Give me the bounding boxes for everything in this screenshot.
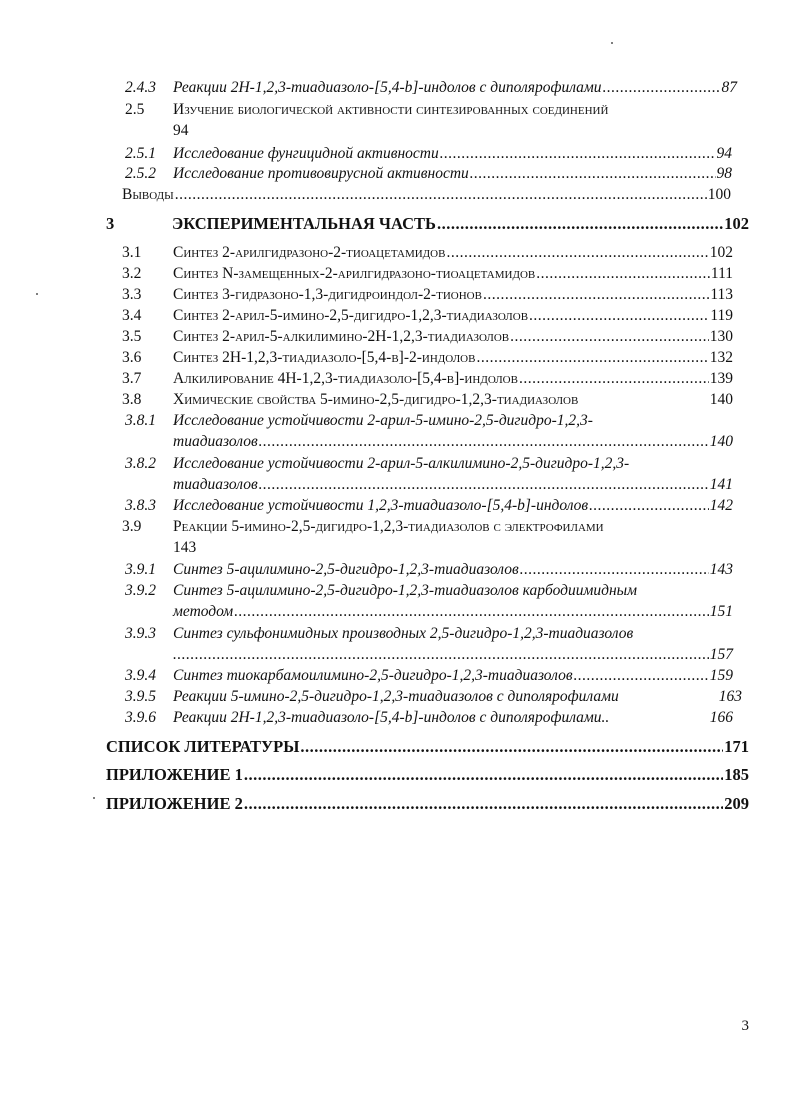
leader — [173, 645, 709, 665]
toc-title: Реакции 5-имино-2,5-дигидро-1,2,3-тиадиазолов с электрофилами — [173, 518, 604, 535]
toc-page: 94 — [716, 145, 732, 162]
leader — [519, 369, 709, 389]
toc-number: 3.6 — [122, 349, 142, 366]
leader — [446, 243, 708, 263]
toc-number: 3.5 — [122, 328, 142, 345]
toc-number: 3.9.1 — [125, 561, 156, 578]
toc-page: 140 — [709, 391, 733, 408]
leader — [244, 765, 723, 785]
toc-page: 132 — [709, 349, 733, 366]
toc-title: Синтез 2-арил-5-имино-2,5-дигидро-1,2,3-тиадиазолов — [173, 307, 529, 324]
toc-page: 102 — [709, 244, 733, 261]
toc-number: 3.9.2 — [125, 582, 156, 599]
toc-title: тиадиазолов — [173, 476, 258, 493]
toc-title: методом — [173, 603, 234, 620]
toc-page: 151 — [709, 603, 733, 620]
toc-page: 185 — [724, 765, 749, 784]
leader — [175, 185, 707, 205]
leader — [234, 602, 709, 622]
toc-title: Синтез 5-ацилимино-2,5-дигидро-1,2,3-тиадиазолов — [173, 561, 519, 578]
leader — [536, 264, 710, 284]
toc-page: 100 — [707, 186, 731, 203]
toc-title: Исследование фунгицидной активности — [173, 145, 439, 162]
toc-page: 98 — [716, 165, 732, 182]
toc-number: 3.9.3 — [125, 625, 156, 642]
page-number: 3 — [741, 1018, 749, 1034]
toc-number: 3.7 — [122, 370, 142, 387]
toc-title: Синтез 2Н-1,2,3-тиадиазоло-[5,4-в]-2-индолов — [173, 349, 476, 366]
toc-title: Исследование устойчивости 2-арил-5-имино-2,5-дигидро-1,2,3- — [173, 412, 593, 429]
toc-number: 2.5.2 — [125, 165, 156, 182]
leader — [510, 327, 709, 347]
toc-title: Синтез сульфонимидных производных 2,5-дигидро-1,2,3-тиадиазолов — [173, 625, 634, 642]
leader — [520, 560, 709, 580]
toc-title: Синтез 5-ацилимино-2,5-дигидро-1,2,3-тиадиазолов карбодиимидным — [173, 582, 638, 599]
leader — [440, 144, 716, 164]
toc-title: ПРИЛОЖЕНИЕ 1 — [106, 765, 243, 784]
toc-title: Исследование устойчивости 2-арил-5-алкилимино-2,5-дигидро-1,2,3- — [173, 455, 630, 472]
toc-title: ПРИЛОЖЕНИЕ 2 — [106, 794, 243, 813]
toc-title: Синтез 3-гидразоно-1,3-дигидроиндол-2-тионов — [173, 286, 482, 303]
toc-page: 141 — [709, 476, 733, 493]
toc-page: 111 — [710, 265, 733, 282]
toc-page: 113 — [710, 286, 733, 303]
toc-number: 3 — [106, 214, 115, 233]
leader — [603, 78, 721, 98]
toc-page: 171 — [724, 737, 749, 756]
toc-number: 3.9.5 — [125, 688, 156, 705]
toc-title: ЭКСПЕРИМЕНТАЛЬНАЯ ЧАСТЬ — [172, 214, 436, 233]
toc-title: Синтез 2-арилгидразоно-2-тиоацетамидов — [173, 244, 446, 261]
toc-number: 3.8 — [122, 391, 142, 408]
toc-title: СПИСОК ЛИТЕРАТУРЫ — [106, 737, 300, 756]
leader — [300, 737, 723, 757]
leader — [259, 432, 709, 452]
toc-number: 3.9 — [122, 518, 142, 535]
toc-title: Синтез 2-арил-5-алкилимино-2Н-1,2,3-тиадиазолов — [173, 328, 510, 345]
toc-number: 3.2 — [122, 265, 142, 282]
toc-number: 3.8.2 — [125, 455, 156, 472]
leader — [589, 496, 709, 516]
toc-title: Реакции 2Н-1,2,3-тиадиазоло-[5,4-b]-индолов с диполярофилами — [173, 79, 602, 96]
toc-page: 87 — [721, 79, 737, 96]
toc-page: 130 — [709, 328, 733, 345]
toc-number: 2.5.1 — [125, 145, 156, 162]
toc-title: Исследование противовирусной активности — [173, 165, 469, 182]
toc-page-wrapped: 94 — [173, 122, 189, 139]
leader — [529, 306, 709, 326]
leader — [470, 164, 716, 184]
toc-number: 3.8.1 — [125, 412, 156, 429]
toc-number: 3.4 — [122, 307, 142, 324]
leader — [437, 214, 723, 234]
toc-page: 163 — [718, 688, 742, 705]
toc-number: 3.8.3 — [125, 497, 156, 514]
toc-page: 209 — [724, 794, 749, 813]
toc-number: 3.9.4 — [125, 667, 156, 684]
toc-title: Реакции 5-имино-2,5-дигидро-1,2,3-тиадиазолов с диполярофилами — [173, 688, 619, 705]
toc-page: 157 — [709, 646, 733, 663]
leader — [574, 666, 709, 686]
toc-title: Синтез тиокарбамоилимино-2,5-дигидро-1,2,3-тиадиазолов — [173, 667, 573, 684]
toc-number: 2.4.3 — [125, 79, 156, 96]
toc-title: Алкилирование 4Н-1,2,3-тиадиазоло-[5,4-в]-индолов — [173, 370, 518, 387]
toc-number: 2.5 — [125, 101, 145, 118]
toc-title: Изучение биологической активности синтезированных соединений — [173, 101, 609, 118]
leader — [483, 285, 709, 305]
toc-number: 3.9.6 — [125, 709, 156, 726]
toc-title: Исследование устойчивости 1,2,3-тиадиазоло-[5,4-b]-индолов — [173, 497, 589, 514]
toc-title: тиадиазолов — [173, 433, 258, 450]
toc-page: 143 — [709, 561, 733, 578]
toc-title: Реакции 2Н-1,2,3-тиадиазоло-[5,4-b]-индолов с диполярофилами.. — [173, 709, 610, 726]
toc-page: 119 — [710, 307, 733, 324]
toc-title: Выводы — [122, 186, 174, 203]
toc-page: 102 — [724, 214, 749, 233]
toc-title: Химические свойства 5-имино-2,5-дигидро-1,2,3-тиадиазолов — [173, 391, 579, 408]
toc-page: 140 — [709, 433, 733, 450]
toc-page: 139 — [709, 370, 733, 387]
toc-page: 142 — [709, 497, 733, 514]
leader — [244, 794, 723, 814]
toc-title: Синтез N-замещенных-2-арилгидразоно-тиоацетамидов — [173, 265, 536, 282]
scan-speck — [36, 293, 38, 295]
toc-number: 3.1 — [122, 244, 142, 261]
scan-speck — [93, 797, 95, 799]
toc-page: 166 — [709, 709, 733, 726]
toc-page-wrapped: 143 — [173, 539, 197, 556]
toc-page: 159 — [709, 667, 733, 684]
leader — [259, 475, 709, 495]
toc-number: 3.3 — [122, 286, 142, 303]
scan-speck — [611, 42, 613, 44]
leader — [476, 348, 708, 368]
